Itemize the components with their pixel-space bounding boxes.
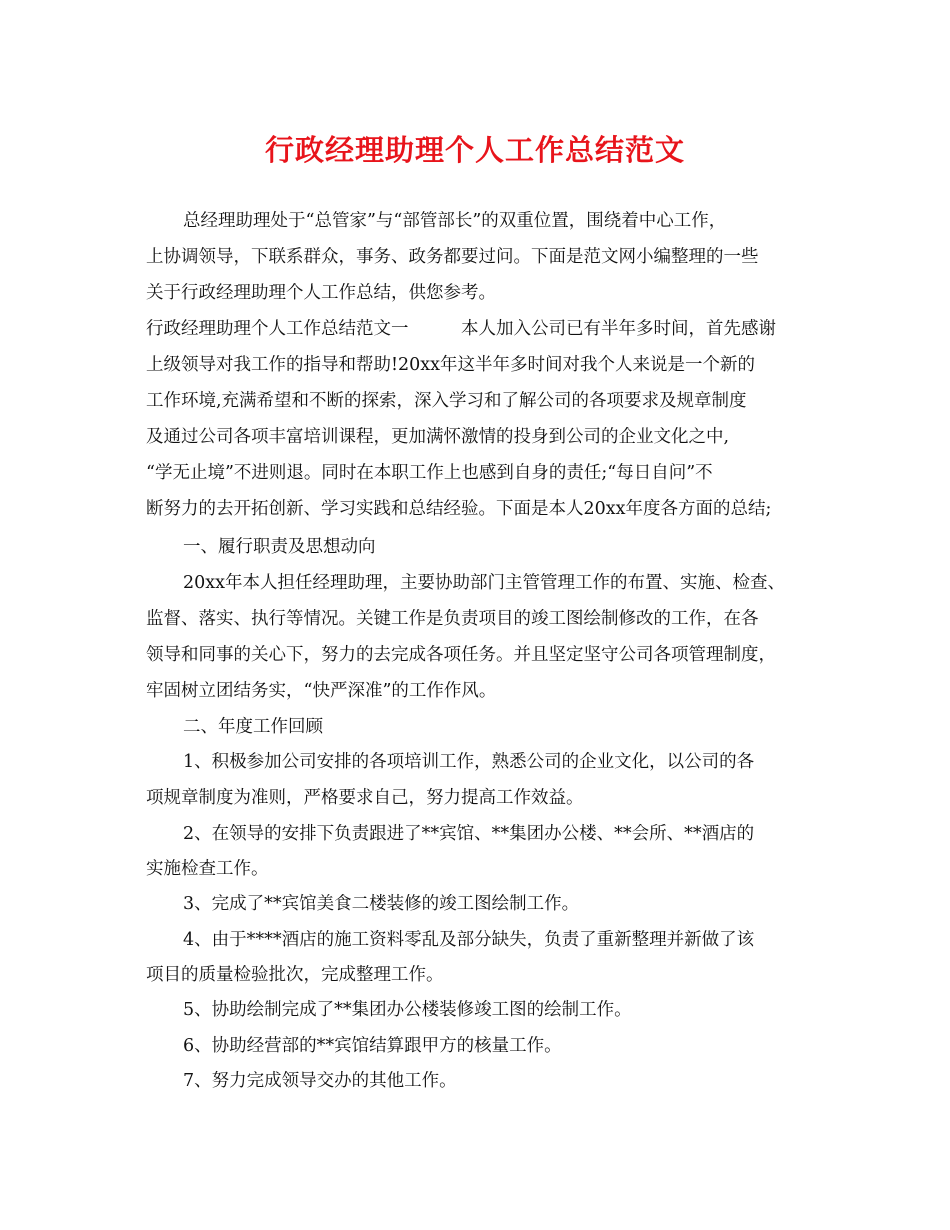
paragraph-line: 断努力的去开拓创新、学习实践和总结经验。下面是本人20xx年度各方面的总结;: [146, 499, 772, 519]
list-item: 2、在领导的安排下负责跟进了**宾馆、**集团办公楼、**会所、**酒店的: [183, 824, 755, 844]
list-item: 7、努力完成领导交办的其他工作。: [183, 1071, 457, 1091]
list-item-continuation: 项规章制度为准则，严格要求自己，努力提高工作效益。: [146, 788, 584, 808]
section-heading: 二、年度工作回顾: [183, 717, 323, 737]
paragraph-line: 工作环境,充满希望和不断的探索，深入学习和了解公司的各项要求及规章制度: [146, 391, 747, 411]
paragraph-line: 总经理助理处于“总管家”与“部管部长”的双重位置，围绕着中心工作，: [183, 211, 727, 231]
paragraph-line: 领导和同事的关心下，努力的去完成各项任务。并且坚定坚守公司各项管理制度，: [146, 645, 776, 665]
section-heading: 一、履行职责及思想动向: [183, 537, 376, 557]
paragraph-line: 牢固树立团结务实，“快严深准”的工作作风。: [146, 681, 497, 701]
paragraph-line: 上协调领导，下联系群众，事务、政务都要过问。下面是范文网小编整理的一些: [146, 247, 759, 267]
paragraph-line: 及通过公司各项丰富培训课程，更加满怀激情的投身到公司的企业文化之中,: [146, 427, 730, 447]
list-item: 3、完成了**宾馆美食二楼装修的竣工图绘制工作。: [183, 894, 580, 914]
list-item-continuation: 项目的质量检验批次，完成整理工作。: [146, 965, 444, 985]
paragraph-line: 关于行政经理助理个人工作总结，供您参考。: [146, 283, 496, 303]
paragraph-line: 行政经理助理个人工作总结范文一 本人加入公司已有半年多时间，首先感谢: [146, 319, 776, 339]
list-item: 6、协助经营部的**宾馆结算跟甲方的核量工作。: [183, 1036, 562, 1056]
paragraph-line: 20xx年本人担任经理助理，主要协助部门主管管理工作的布置、实施、检查、: [183, 573, 786, 593]
list-item: 5、协助绘制完成了**集团办公楼装修竣工图的绘制工作。: [183, 1000, 632, 1020]
paragraph-line: 上级领导对我工作的指导和帮助!20xx年这半年多时间对我个人来说是一个新的: [146, 355, 756, 375]
paragraph-line: 监督、落实、执行等情况。关键工作是负责项目的竣工图绘制修改的工作，在各: [146, 609, 759, 629]
list-item: 1、积极参加公司安排的各项培训工作，熟悉公司的企业文化，以公司的各: [183, 752, 755, 772]
list-item-continuation: 实施检查工作。: [146, 859, 269, 879]
list-item: 4、由于****酒店的施工资料零乱及部分缺失，负责了重新整理并新做了该: [183, 930, 755, 950]
paragraph-line: “学无止境”不进则退。同时在本职工作上也感到自身的责任;“每日自问”不: [146, 463, 713, 483]
document-title: 行政经理助理个人工作总结范文: [264, 133, 685, 167]
